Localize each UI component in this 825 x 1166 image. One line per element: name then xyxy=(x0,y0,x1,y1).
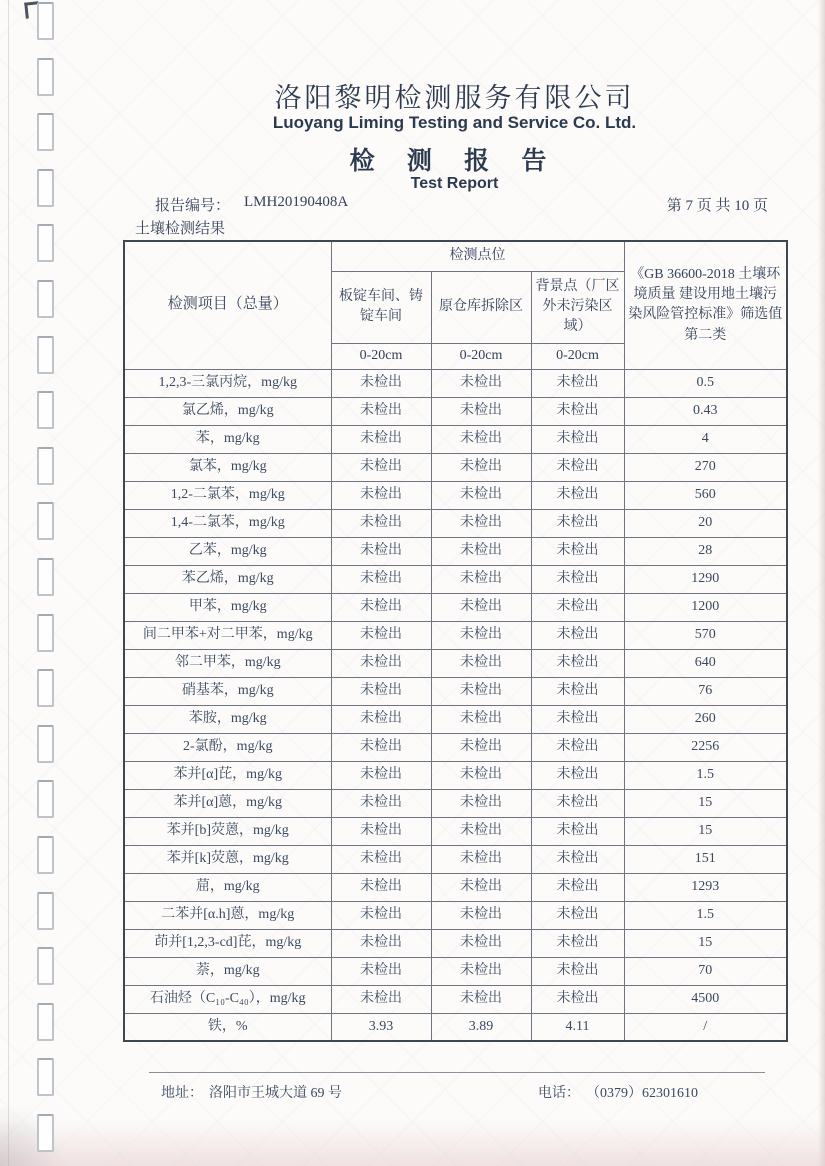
item-cell: 苯并[b]荧蒽，mg/kg xyxy=(124,817,331,845)
table-row xyxy=(124,537,787,565)
limit-cell: 151 xyxy=(624,845,787,873)
soil-results-table xyxy=(123,240,788,1042)
table-row xyxy=(124,481,787,509)
report-number-label: 报告编号： xyxy=(155,198,231,214)
footer xyxy=(149,1082,765,1102)
table-row xyxy=(124,397,787,425)
result-cell: 未检出 xyxy=(331,705,431,733)
result-cell: 未检出 xyxy=(331,593,431,621)
result-cell: 未检出 xyxy=(531,901,624,929)
item-cell: 2-氯酚，mg/kg xyxy=(124,733,331,761)
result-cell: 未检出 xyxy=(531,481,624,509)
result-cell: 未检出 xyxy=(531,733,624,761)
results-body xyxy=(124,369,787,1041)
binding-hole xyxy=(37,391,54,429)
binding-hole xyxy=(37,502,54,540)
result-cell: 未检出 xyxy=(531,705,624,733)
result-cell: 未检出 xyxy=(331,481,431,509)
table-row xyxy=(124,901,787,929)
binding-hole xyxy=(37,169,54,207)
limit-cell: 15 xyxy=(624,817,787,845)
table-row xyxy=(124,369,787,397)
limit-cell: 260 xyxy=(624,705,787,733)
table-row xyxy=(124,453,787,481)
result-cell: 未检出 xyxy=(531,789,624,817)
binding-hole xyxy=(37,224,54,262)
table-row xyxy=(124,649,787,677)
result-cell: 未检出 xyxy=(431,369,531,397)
result-cell: 未检出 xyxy=(431,621,531,649)
page-edge-shadow-right xyxy=(818,0,825,1166)
limit-cell: 270 xyxy=(624,453,787,481)
page-crease-line xyxy=(8,0,9,1166)
result-cell: 未检出 xyxy=(531,873,624,901)
result-cell: 未检出 xyxy=(531,761,624,789)
result-cell: 未检出 xyxy=(431,845,531,873)
result-cell: 未检出 xyxy=(431,593,531,621)
item-column-header: 检测项目（总量） xyxy=(124,241,331,369)
result-cell: 未检出 xyxy=(331,369,431,397)
result-cell: 未检出 xyxy=(331,565,431,593)
limit-cell: 560 xyxy=(624,481,787,509)
table-row xyxy=(124,677,787,705)
limit-cell: 1293 xyxy=(624,873,787,901)
limit-cell: 2256 xyxy=(624,733,787,761)
depth-header-1: 0-20cm xyxy=(331,343,431,369)
result-cell: 未检出 xyxy=(431,789,531,817)
table-row xyxy=(124,761,787,789)
result-cell: 未检出 xyxy=(431,957,531,985)
limit-cell: 15 xyxy=(624,789,787,817)
result-cell: 未检出 xyxy=(531,985,624,1013)
table-row xyxy=(124,957,787,985)
item-cell: 石油烃（C₁₀-C₄₀），mg/kg xyxy=(124,985,331,1013)
result-cell: 未检出 xyxy=(431,761,531,789)
binding-hole xyxy=(37,336,54,374)
limit-cell: 1.5 xyxy=(624,901,787,929)
binding-hole xyxy=(37,280,54,318)
table-row xyxy=(124,621,787,649)
limit-cell: 1290 xyxy=(624,565,787,593)
binding-hole xyxy=(37,447,54,485)
result-cell: 未检出 xyxy=(431,817,531,845)
report-title-cn: 检 测 报 告 xyxy=(349,148,560,175)
location-header-1: 板锭车间、铸锭车间 xyxy=(331,271,431,343)
depth-header-3: 0-20cm xyxy=(531,343,624,369)
result-cell: 未检出 xyxy=(331,845,431,873)
result-cell: 未检出 xyxy=(531,369,624,397)
report-number-group xyxy=(155,194,348,215)
location-header-2: 原仓库拆除区 xyxy=(431,271,531,343)
phone-label: 电话： xyxy=(538,1086,580,1101)
result-cell: 未检出 xyxy=(531,509,624,537)
binding-hole xyxy=(37,1058,54,1096)
table-row xyxy=(124,845,787,873)
page-edge-shadow-bottom xyxy=(0,1120,825,1166)
table-row xyxy=(124,593,787,621)
limit-cell: 70 xyxy=(624,957,787,985)
result-cell: 未检出 xyxy=(531,593,624,621)
result-cell: 未检出 xyxy=(331,957,431,985)
item-cell: 二苯并[α.h]蒽，mg/kg xyxy=(124,901,331,929)
item-cell: 茚并[1,2,3-cd]芘，mg/kg xyxy=(124,929,331,957)
result-cell: 未检出 xyxy=(431,733,531,761)
result-cell: 未检出 xyxy=(431,481,531,509)
item-cell: 苯胺，mg/kg xyxy=(124,705,331,733)
section-title: 土壤检测结果 xyxy=(135,221,226,237)
table-row xyxy=(124,1013,787,1041)
result-cell: 未检出 xyxy=(331,817,431,845)
result-cell: 未检出 xyxy=(531,817,624,845)
limit-cell: 4500 xyxy=(624,985,787,1013)
item-cell: 甲苯，mg/kg xyxy=(124,593,331,621)
binding-hole xyxy=(37,725,54,763)
limit-cell: 4 xyxy=(624,425,787,453)
table-row xyxy=(124,929,787,957)
result-cell: 未检出 xyxy=(431,649,531,677)
result-cell: 未检出 xyxy=(531,453,624,481)
result-cell: 未检出 xyxy=(531,649,624,677)
result-cell: 未检出 xyxy=(531,845,624,873)
depth-header-2: 0-20cm xyxy=(431,343,531,369)
table-row xyxy=(124,817,787,845)
address-value: 洛阳市王城大道 69 号 xyxy=(209,1086,342,1101)
address-label: 地址： xyxy=(161,1086,203,1101)
result-cell: 3.93 xyxy=(331,1013,431,1041)
item-cell: 1,4-二氯苯，mg/kg xyxy=(124,509,331,537)
result-cell: 未检出 xyxy=(431,985,531,1013)
report-title-en: Test Report xyxy=(410,175,499,192)
limit-cell: 28 xyxy=(624,537,787,565)
binding-hole xyxy=(37,780,54,818)
result-cell: 未检出 xyxy=(431,425,531,453)
result-cell: 未检出 xyxy=(531,929,624,957)
result-cell: 未检出 xyxy=(431,873,531,901)
limit-cell: / xyxy=(624,1013,787,1041)
table-row xyxy=(124,985,787,1013)
binding-hole xyxy=(37,892,54,930)
item-cell: 氯乙烯，mg/kg xyxy=(124,397,331,425)
table-row xyxy=(124,425,787,453)
item-cell: 苯并[α]蒽，mg/kg xyxy=(124,789,331,817)
page-info: 第 7 页 共 10 页 xyxy=(666,198,768,214)
company-name-en: Luoyang Liming Testing and Service Co. Ltd. xyxy=(272,113,637,132)
result-cell: 未检出 xyxy=(531,397,624,425)
limit-cell: 20 xyxy=(624,509,787,537)
binding-hole xyxy=(37,669,54,707)
result-cell: 未检出 xyxy=(431,929,531,957)
binding-hole xyxy=(37,1114,54,1152)
limit-cell: 640 xyxy=(624,649,787,677)
table-row xyxy=(124,789,787,817)
item-cell: 䓛，mg/kg xyxy=(124,873,331,901)
result-cell: 未检出 xyxy=(331,789,431,817)
limit-cell: 15 xyxy=(624,929,787,957)
page-corner-shadow xyxy=(0,1106,70,1166)
result-cell: 未检出 xyxy=(431,537,531,565)
result-cell: 未检出 xyxy=(331,677,431,705)
item-cell: 1,2-二氯苯，mg/kg xyxy=(124,481,331,509)
result-cell: 未检出 xyxy=(531,425,624,453)
table-row xyxy=(124,565,787,593)
table-row xyxy=(124,509,787,537)
result-cell: 未检出 xyxy=(331,453,431,481)
item-cell: 硝基苯，mg/kg xyxy=(124,677,331,705)
result-cell: 未检出 xyxy=(331,901,431,929)
item-cell: 苯并[k]荧蒽，mg/kg xyxy=(124,845,331,873)
item-cell: 邻二甲苯，mg/kg xyxy=(124,649,331,677)
limit-cell: 570 xyxy=(624,621,787,649)
result-cell: 未检出 xyxy=(431,901,531,929)
binding-hole xyxy=(37,1003,54,1041)
phone-value: （0379）62301610 xyxy=(586,1086,698,1101)
result-cell: 未检出 xyxy=(331,537,431,565)
result-cell: 未检出 xyxy=(431,453,531,481)
table-row xyxy=(124,705,787,733)
item-cell: 苯乙烯，mg/kg xyxy=(124,565,331,593)
report-meta-row xyxy=(123,194,786,215)
result-cell: 未检出 xyxy=(531,677,624,705)
result-cell: 未检出 xyxy=(531,621,624,649)
result-cell: 未检出 xyxy=(331,397,431,425)
result-cell: 未检出 xyxy=(331,621,431,649)
result-cell: 未检出 xyxy=(431,565,531,593)
result-cell: 未检出 xyxy=(531,957,624,985)
result-cell: 未检出 xyxy=(331,985,431,1013)
binding-hole xyxy=(37,2,54,40)
binding-hole xyxy=(37,58,54,96)
header-row-points xyxy=(124,241,787,271)
address-group xyxy=(161,1082,342,1102)
item-cell: 铁，% xyxy=(124,1013,331,1041)
item-cell: 1,2,3-三氯丙烷，mg/kg xyxy=(124,369,331,397)
item-cell: 乙苯，mg/kg xyxy=(124,537,331,565)
phone-group xyxy=(538,1082,698,1102)
result-cell: 未检出 xyxy=(531,537,624,565)
binding-hole xyxy=(37,947,54,985)
footer-divider xyxy=(149,1072,765,1073)
company-name-cn: 洛阳黎明检测服务有限公司 xyxy=(274,83,635,113)
result-cell: 未检出 xyxy=(431,397,531,425)
binding-hole xyxy=(37,558,54,596)
binding-hole xyxy=(37,614,54,652)
item-cell: 氯苯，mg/kg xyxy=(124,453,331,481)
result-cell: 未检出 xyxy=(331,425,431,453)
report-number-value: LMH20190408A xyxy=(244,194,349,210)
item-cell: 萘，mg/kg xyxy=(124,957,331,985)
item-cell: 间二甲苯+对二甲苯，mg/kg xyxy=(124,621,331,649)
result-cell: 未检出 xyxy=(531,565,624,593)
limit-cell: 1.5 xyxy=(624,761,787,789)
limit-cell: 76 xyxy=(624,677,787,705)
result-cell: 未检出 xyxy=(331,929,431,957)
item-cell: 苯并[α]芘，mg/kg xyxy=(124,761,331,789)
result-cell: 未检出 xyxy=(431,509,531,537)
result-cell: 未检出 xyxy=(331,761,431,789)
binding-hole xyxy=(37,836,54,874)
binding-hole xyxy=(37,113,54,151)
table-row xyxy=(124,733,787,761)
result-cell: 未检出 xyxy=(331,733,431,761)
location-header-3: 背景点（厂区外未污染区域） xyxy=(531,271,624,343)
limit-cell: 1200 xyxy=(624,593,787,621)
limit-cell: 0.43 xyxy=(624,397,787,425)
limit-cell: 0.5 xyxy=(624,369,787,397)
result-cell: 未检出 xyxy=(431,677,531,705)
item-cell: 苯，mg/kg xyxy=(124,425,331,453)
table-row xyxy=(124,873,787,901)
result-cell: 3.89 xyxy=(431,1013,531,1041)
result-cell: 4.11 xyxy=(531,1013,624,1041)
result-cell: 未检出 xyxy=(331,649,431,677)
result-cell: 未检出 xyxy=(431,705,531,733)
result-cell: 未检出 xyxy=(331,873,431,901)
result-cell: 未检出 xyxy=(331,509,431,537)
standard-column-header: 《GB 36600-2018 土壤环境质量 建设用地土壤污染风险管控标准》筛选值第二类 xyxy=(624,241,787,369)
points-column-header: 检测点位 xyxy=(331,241,624,271)
